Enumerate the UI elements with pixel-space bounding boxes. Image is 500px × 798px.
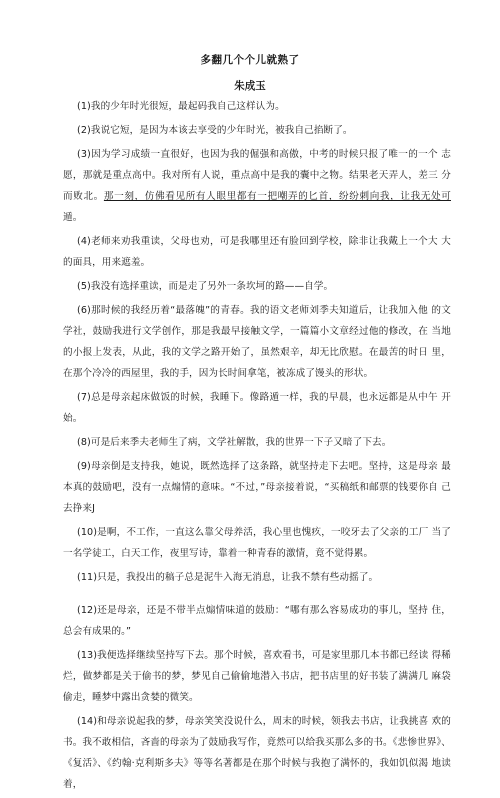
paragraph-1: (1)我的少年时光很短，最起码我自己这样认为。 [77,101,285,112]
paragraph-7: (7)总是母亲起床做饭的时候，我睡下。像路遁一样，我的早晨，也永远都是从中午 开始。 [63,392,451,424]
paragraph-12: (12)还是母亲，还是不带半点煽情味道的鼓励：“哪有那么容易成功的事儿，坚持 住，总会有成果的。” [63,605,451,637]
paragraph-14: (14)和母亲说起我的梦，母亲笑笑没说什么，周末的时候，领我去书店，让我挑喜 欢的书。我不敢相信，吝啬的母亲为了鼓励我写作，竟然可以给我买那么多的书。《悲惨世界》、《复活》、《约翰·克利斯多夫》等等名著都是在那个时候与我抱了满怀的，我如饥似渴 地读着， [63,716,451,790]
paragraph-10: (10)是啊，不工作，一直这么靠父母养活，我心里也愧疚，一咬牙去了父亲的工厂 当了一名学徒工，白天工作，夜里写诗，靠着一种青春的激情，竟不觉得累。 [63,527,451,559]
paragraph-13: (13)我便选择继续坚持写下去。那个时候，喜欢看书，可是家里那几本书都已经读 得稀烂，做梦都是关于偷书的梦，梦见自己偷偷地潜入书店，把书店里的好书装了满满几 麻袋偷走，睡梦中露出贪婪的微笑。 [63,650,451,703]
paragraph-6: (6)那时候的我经历着“最落魄”的青春。我的语文老师刘季夫知道后，让我加入他 的文学社，鼓励我进行文学创作，那是我最早接触文学，一篇篇小文章经过他的修改，在 当地的小报上发表，从此，我的文学之路开始了，虽然艰辛，却无比欣慰。在最苦的时日 里，在那个冷冷的西屋里，我的手，因为长时间拿笔，被冻成了馒头的形状。 [63,305,451,379]
paragraph-3-tail: 遁。 [63,212,83,223]
paragraph-3-text: (3)因为学习成绩一直很好，也因为我的倔强和高傲，中考的时候只报了唯一的一个 志愿，那就是重点高中。我对所有人说，重点高中是我的囊中之物。结果老天弄人，差三 分而败北。 [63,149,451,202]
paragraph-8: (8)可是后来季夫老师生了病，文学社解散，我的世界一下子又暗了下去。 [77,437,392,448]
paragraph-3-underlined-text: 那一刻，仿佛看见所有人眼里都有一把嘲弄的匕首，纷纷刺向我，让我无处可 [103,191,451,202]
paragraph-4: (4)老师来劝我重读，父母也劝，可是我哪里还有脸回到学校，除非让我戴上一个大 大的面具，用来遮羞。 [63,236,451,268]
article-title: 多翻几个个儿就熟了 [200,54,300,66]
paragraph-2: (2)我说它短，是因为本该去享受的少年时光，被我自己掐断了。 [77,125,353,136]
paragraph-11: (11)只是，我投出的稿子总是泥牛入海无消息，让我不禁有些动摇了。 [77,572,379,583]
article-author: 朱成玉 [234,80,266,92]
article-body [63,96,451,798]
paragraph-9: (9)母亲倒是支持我，她说，既然选择了这条路，就坚持走下去吧。坚持，这是母亲 最本真的鼓励吧，没有一点煽情的意味。“不过，”母亲接着说，“买稿纸和邮票的钱要你自 己去挣来J [63,461,451,514]
paragraph-5: (5)我没有选择重读，而是走了另外一条坎坷的路——自学。 [77,281,334,292]
paragraph-3 [63,144,451,228]
